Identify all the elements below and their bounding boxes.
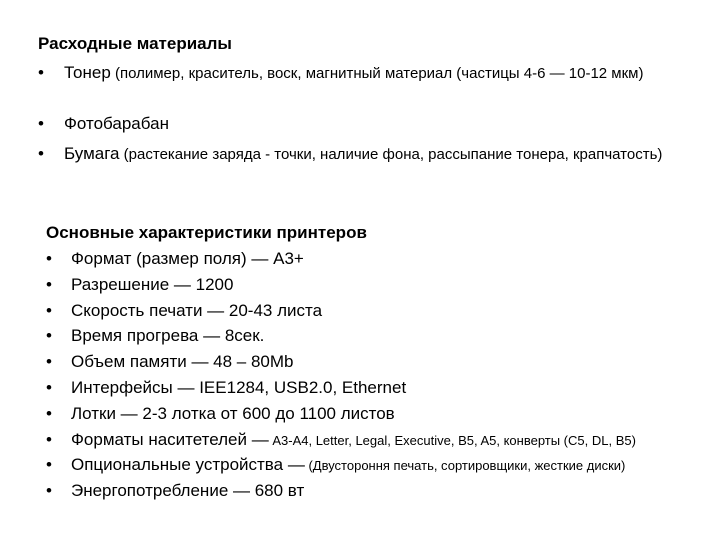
bullet: •: [46, 481, 52, 501]
item-main: Форматы наситетелей —: [71, 429, 269, 449]
item-detail: А3-А4, Letter, Legal, Executive, B5, A5, конверты (C5, DL, B5): [268, 432, 636, 448]
bullet: •: [46, 403, 52, 423]
bullet: •: [46, 326, 52, 346]
bullet: •: [38, 63, 44, 82]
section-title-printer-specs: Основные характеристики принтеров: [46, 223, 367, 242]
item-main: Скорость печати — 20-43 листа: [71, 300, 323, 320]
item-main: Лотки — 2-3 лотка от 600 до 1100 листов: [71, 403, 395, 423]
bullet: •: [46, 377, 52, 397]
bullet: •: [38, 144, 44, 163]
bullet: •: [46, 300, 52, 320]
item-main: Опциональные устройства —: [71, 455, 305, 475]
item-main: Энергопотребление — 680 вт: [71, 481, 305, 501]
item-detail: (Двустороння печать, сортировщики, жесткие диски): [304, 458, 626, 474]
bullet: •: [46, 455, 52, 475]
item-main: Бумага: [64, 144, 120, 163]
item-main: Тонер: [64, 63, 111, 82]
item-main: Фотобарабан: [64, 114, 169, 133]
item-main: Интерфейсы — IEE1284, USB2.0, Ethernet: [71, 377, 407, 397]
bullet: •: [46, 274, 52, 294]
item-main: Время прогрева — 8сек.: [71, 326, 265, 346]
item-main: Разрешение — 1200: [71, 274, 234, 294]
bullet: •: [46, 429, 52, 449]
section-title-consumables: Расходные материалы: [38, 34, 232, 53]
item-detail: (полимер, краситель, воск, магнитный материал (частицы 4-6 — 10-12 мкм): [110, 65, 644, 82]
bullet: •: [46, 249, 52, 268]
bullet: •: [46, 352, 52, 372]
bullet: •: [38, 114, 44, 133]
item-main: Формат (размер поля) — A3+: [71, 249, 304, 268]
item-main: Объем памяти — 48 – 80Mb: [71, 352, 294, 372]
item-detail: (растекание заряда - точки, наличие фона, рассыпание тонера, крапчатость): [119, 146, 663, 163]
